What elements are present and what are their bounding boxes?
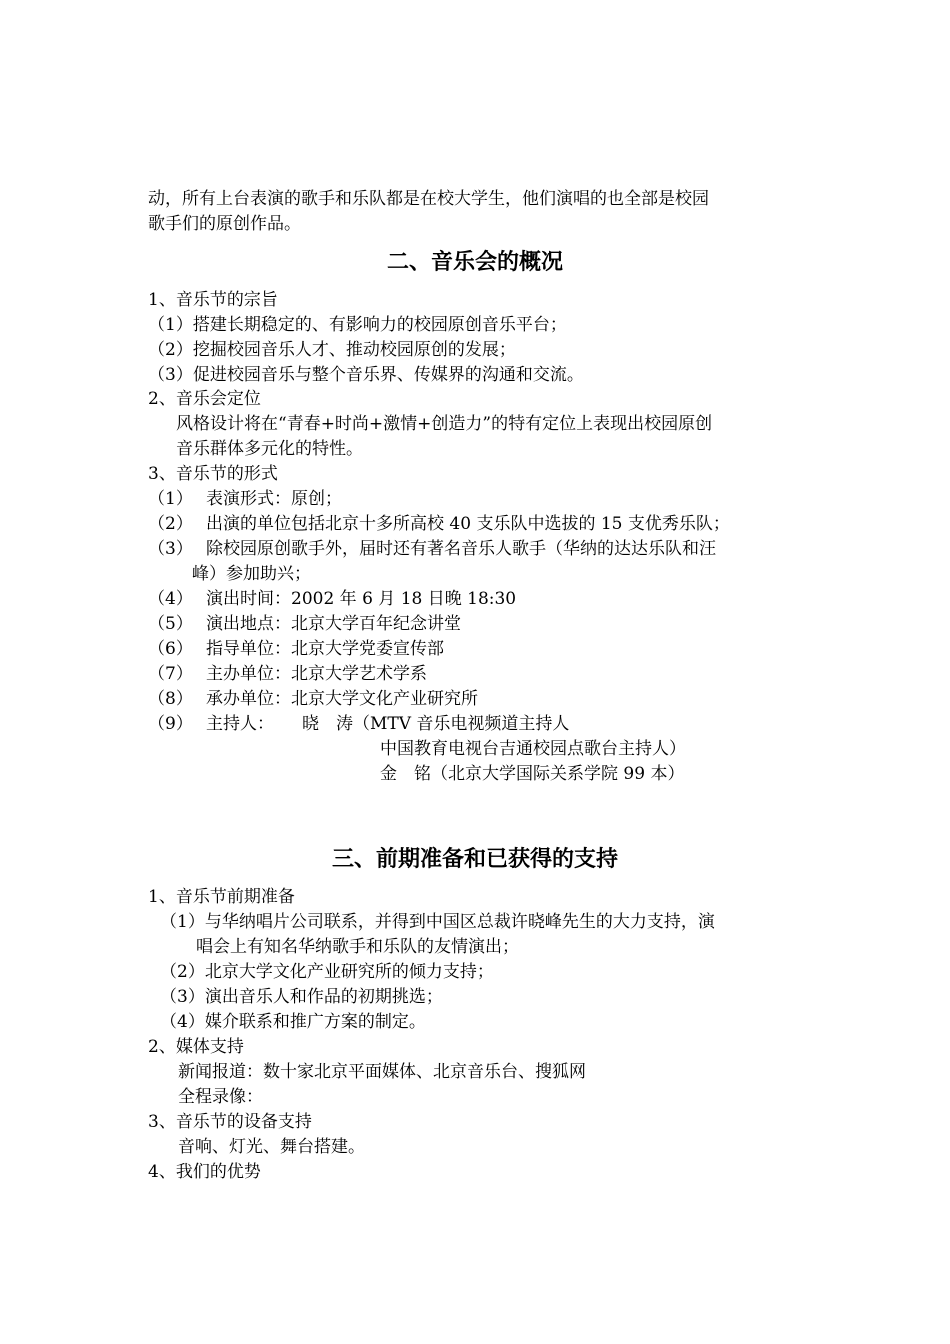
subsection-heading: 3、音乐节的形式 xyxy=(148,464,278,484)
host-label: 主持人： xyxy=(206,714,274,734)
item-text: 表演形式：原创； xyxy=(206,489,342,509)
paragraph-line: 新闻报道：数十家北京平面媒体、北京音乐台、搜狐网 xyxy=(178,1062,586,1082)
subsection-heading: 2、音乐会定位 xyxy=(148,389,261,409)
item-number: （5） xyxy=(148,614,193,634)
list-item-continuation: 唱会上有知名华纳歌手和乐队的友情演出； xyxy=(196,937,519,957)
section-title: 三、前期准备和已获得的支持 xyxy=(331,847,618,872)
list-item xyxy=(148,687,478,711)
item-text: 演出地点：北京大学百年纪念讲堂 xyxy=(206,614,461,634)
list-item: （2）北京大学文化产业研究所的倾力支持； xyxy=(160,962,494,982)
item-text: 指导单位：北京大学党委宣传部 xyxy=(206,639,444,659)
host-desc: 中国教育电视台吉通校园点歌台主持人） xyxy=(380,739,686,759)
intro-line: 歌手们的原创作品。 xyxy=(148,214,301,234)
list-item xyxy=(148,612,461,636)
subsection-heading: 1、音乐节的宗旨 xyxy=(148,290,278,310)
list-item: （2）挖掘校园音乐人才、推动校园原创的发展； xyxy=(148,340,516,360)
list-item xyxy=(148,537,716,561)
paragraph-line: 全程录像： xyxy=(178,1087,263,1107)
item-text: 主办单位：北京大学艺术学系 xyxy=(206,664,427,684)
list-item: （1）与华纳唱片公司联系，并得到中国区总裁许晓峰先生的大力支持，演 xyxy=(160,912,715,932)
item-number: （4） xyxy=(148,589,193,609)
host-desc: （MTV 音乐电视频道主持人 xyxy=(353,714,570,734)
item-text: 除校园原创歌手外，届时还有著名音乐人歌手（华纳的达达乐队和汪 xyxy=(206,539,716,559)
intro-line: 动，所有上台表演的歌手和乐队都是在校大学生，他们演唱的也全部是校园 xyxy=(148,189,709,209)
list-item xyxy=(148,487,342,511)
item-text: 演出时间：2002 年 6 月 18 日晚 18:30 xyxy=(206,589,517,609)
section-title: 二、音乐会的概况 xyxy=(386,250,563,275)
item-number: （8） xyxy=(148,689,193,709)
list-item xyxy=(148,637,444,661)
subsection-heading: 2、媒体支持 xyxy=(148,1037,244,1057)
list-item: （3）演出音乐人和作品的初期挑选； xyxy=(160,987,443,1007)
item-number: （6） xyxy=(148,639,193,659)
host-name: 金 铭 xyxy=(380,764,431,784)
paragraph-line: 音乐群体多元化的特性。 xyxy=(176,439,363,459)
paragraph-line: 风格设计将在“青春+时尚+激情+创造力”的特有定位上表现出校园原创 xyxy=(176,414,713,434)
list-item: （4）媒介联系和推广方案的制定。 xyxy=(160,1012,426,1032)
list-item: （3）促进校园音乐与整个音乐界、传媒界的沟通和交流。 xyxy=(148,365,584,385)
subsection-heading: 3、音乐节的设备支持 xyxy=(148,1112,312,1132)
list-item xyxy=(148,512,730,536)
paragraph-line: 音响、灯光、舞台搭建。 xyxy=(178,1137,365,1157)
list-item xyxy=(148,662,427,686)
item-number: （3） xyxy=(148,539,193,559)
host-name: 晓 涛 xyxy=(302,714,353,734)
subsection-heading: 1、音乐节前期准备 xyxy=(148,887,295,907)
item-number: （2） xyxy=(148,514,193,534)
item-text: 出演的单位包括北京十多所高校 40 支乐队中选拔的 15 支优秀乐队； xyxy=(206,514,730,534)
list-item-continuation: 峰）参加助兴； xyxy=(192,564,311,584)
item-number: （7） xyxy=(148,664,193,684)
list-item xyxy=(148,587,516,611)
item-text: 承办单位：北京大学文化产业研究所 xyxy=(206,689,478,709)
list-item: （1）搭建长期稳定的、有影响力的校园原创音乐平台； xyxy=(148,315,567,335)
item-number: （9） xyxy=(148,714,193,734)
list-item xyxy=(380,762,684,786)
subsection-heading: 4、我们的优势 xyxy=(148,1162,261,1182)
item-number: （1） xyxy=(148,489,193,509)
list-item xyxy=(148,712,569,736)
host-desc: （北京大学国际关系学院 99 本） xyxy=(431,764,685,784)
